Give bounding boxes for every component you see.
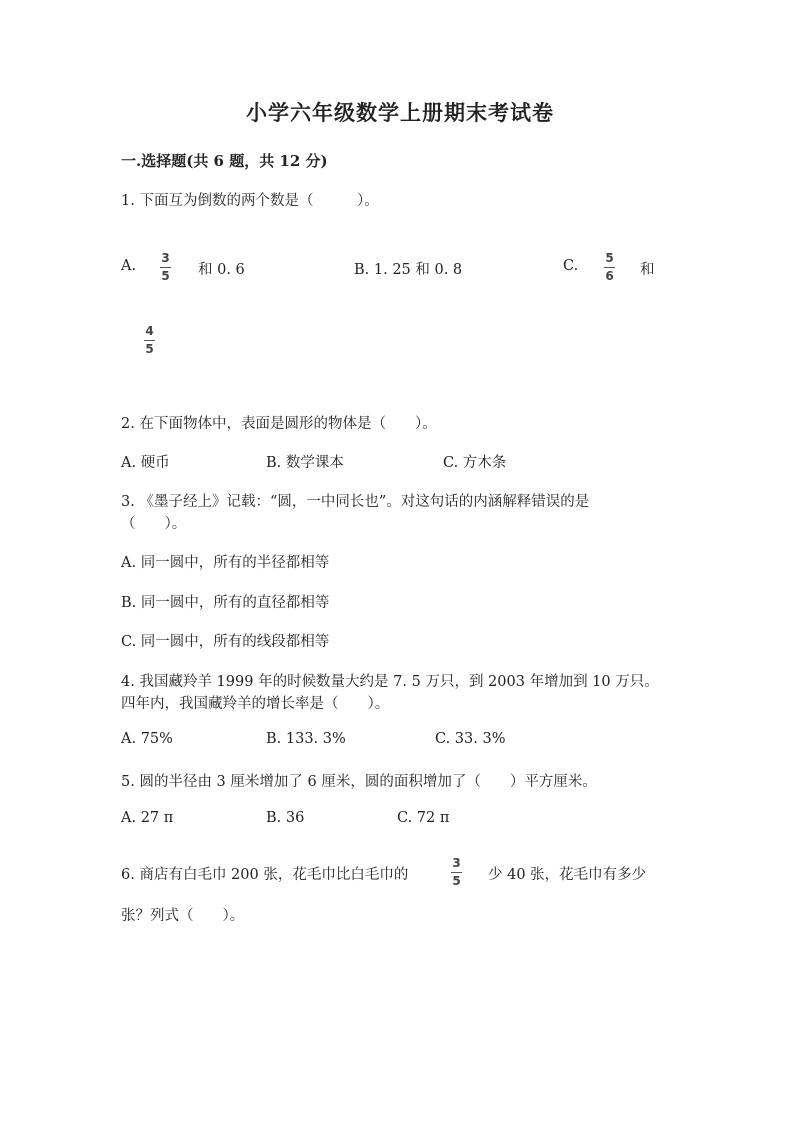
fraction-numerator: 5 [605,251,614,265]
fraction-numerator: 4 [145,324,154,338]
question-6-stem-rest: 少 40 张，花毛巾有多少 [488,867,647,883]
section-heading: 一.选择题(共 6 题，共 12 分) [121,152,328,170]
q4-option-a: A. 75% [121,731,173,747]
q1-option-a-text: 和 0. 6 [198,262,245,278]
q3-option-b: B. 同一圆中，所有的直径都相等 [121,595,330,611]
question-6-stem-line-2: 张？列式（ ）。 [121,908,245,924]
q1-option-c-label: C. [563,258,579,274]
fraction-denominator: 5 [145,342,154,356]
q4-option-c: C. 33. 3% [435,731,506,747]
q3-option-c: C. 同一圆中，所有的线段都相等 [121,634,330,650]
fraction-bar [451,872,462,873]
fraction-bar [144,340,155,341]
q1-option-c-text: 和 [640,262,655,278]
q4-option-b: B. 133. 3% [266,731,346,747]
question-2-stem: 2. 在下面物体中，表面是圆形的物体是（ ）。 [121,416,437,432]
fraction-bar [604,267,615,268]
question-4-stem-line-2: 四年内，我国藏羚羊的增长率是（ ）。 [121,696,390,712]
question-6-stem-line-1: 6. 商店有白毛巾 200 张，花毛巾比白毛巾的 [121,867,409,883]
fraction-bar [160,267,171,268]
q1-option-c-fraction-2 [144,325,155,356]
page-title: 小学六年级数学上册期末考试卷 [246,100,554,125]
q1-option-a-fraction [160,252,171,283]
q2-option-a: A. 硬币 [121,455,170,471]
fraction-denominator: 6 [605,269,614,283]
q5-option-b: B. 36 [266,810,305,826]
q2-option-b: B. 数学课本 [266,455,344,471]
q6-fraction [451,857,462,888]
q2-option-c: C. 方木条 [443,455,507,471]
q1-option-b: B. 1. 25 和 0. 8 [354,262,463,278]
question-3-stem-line-1: 3. 《墨子经上》记载：“圆，一中同长也”。对这句话的内涵解释错误的是 [121,494,590,510]
fraction-numerator: 3 [161,251,170,265]
q5-option-a: A. 27 π [121,810,174,826]
fraction-denominator: 5 [161,269,170,283]
q3-option-a: A. 同一圆中，所有的半径都相等 [121,555,330,571]
q1-option-c-fraction [604,252,615,283]
question-4-stem-line-1: 4. 我国藏羚羊 1999 年的时候数量大约是 7. 5 万只，到 2003 年增加到 10 万只。 [121,674,659,690]
question-3-stem-line-2: （ ）。 [121,516,187,532]
q1-option-a-label: A. [121,258,137,274]
fraction-numerator: 3 [452,856,461,870]
q5-option-c: C. 72 π [397,810,450,826]
fraction-denominator: 5 [452,874,461,888]
question-1-stem: 1. 下面互为倒数的两个数是（ ）。 [121,193,379,209]
question-5-stem: 5. 圆的半径由 3 厘米增加了 6 厘米，圆的面积增加了（ ）平方厘米。 [121,774,597,790]
